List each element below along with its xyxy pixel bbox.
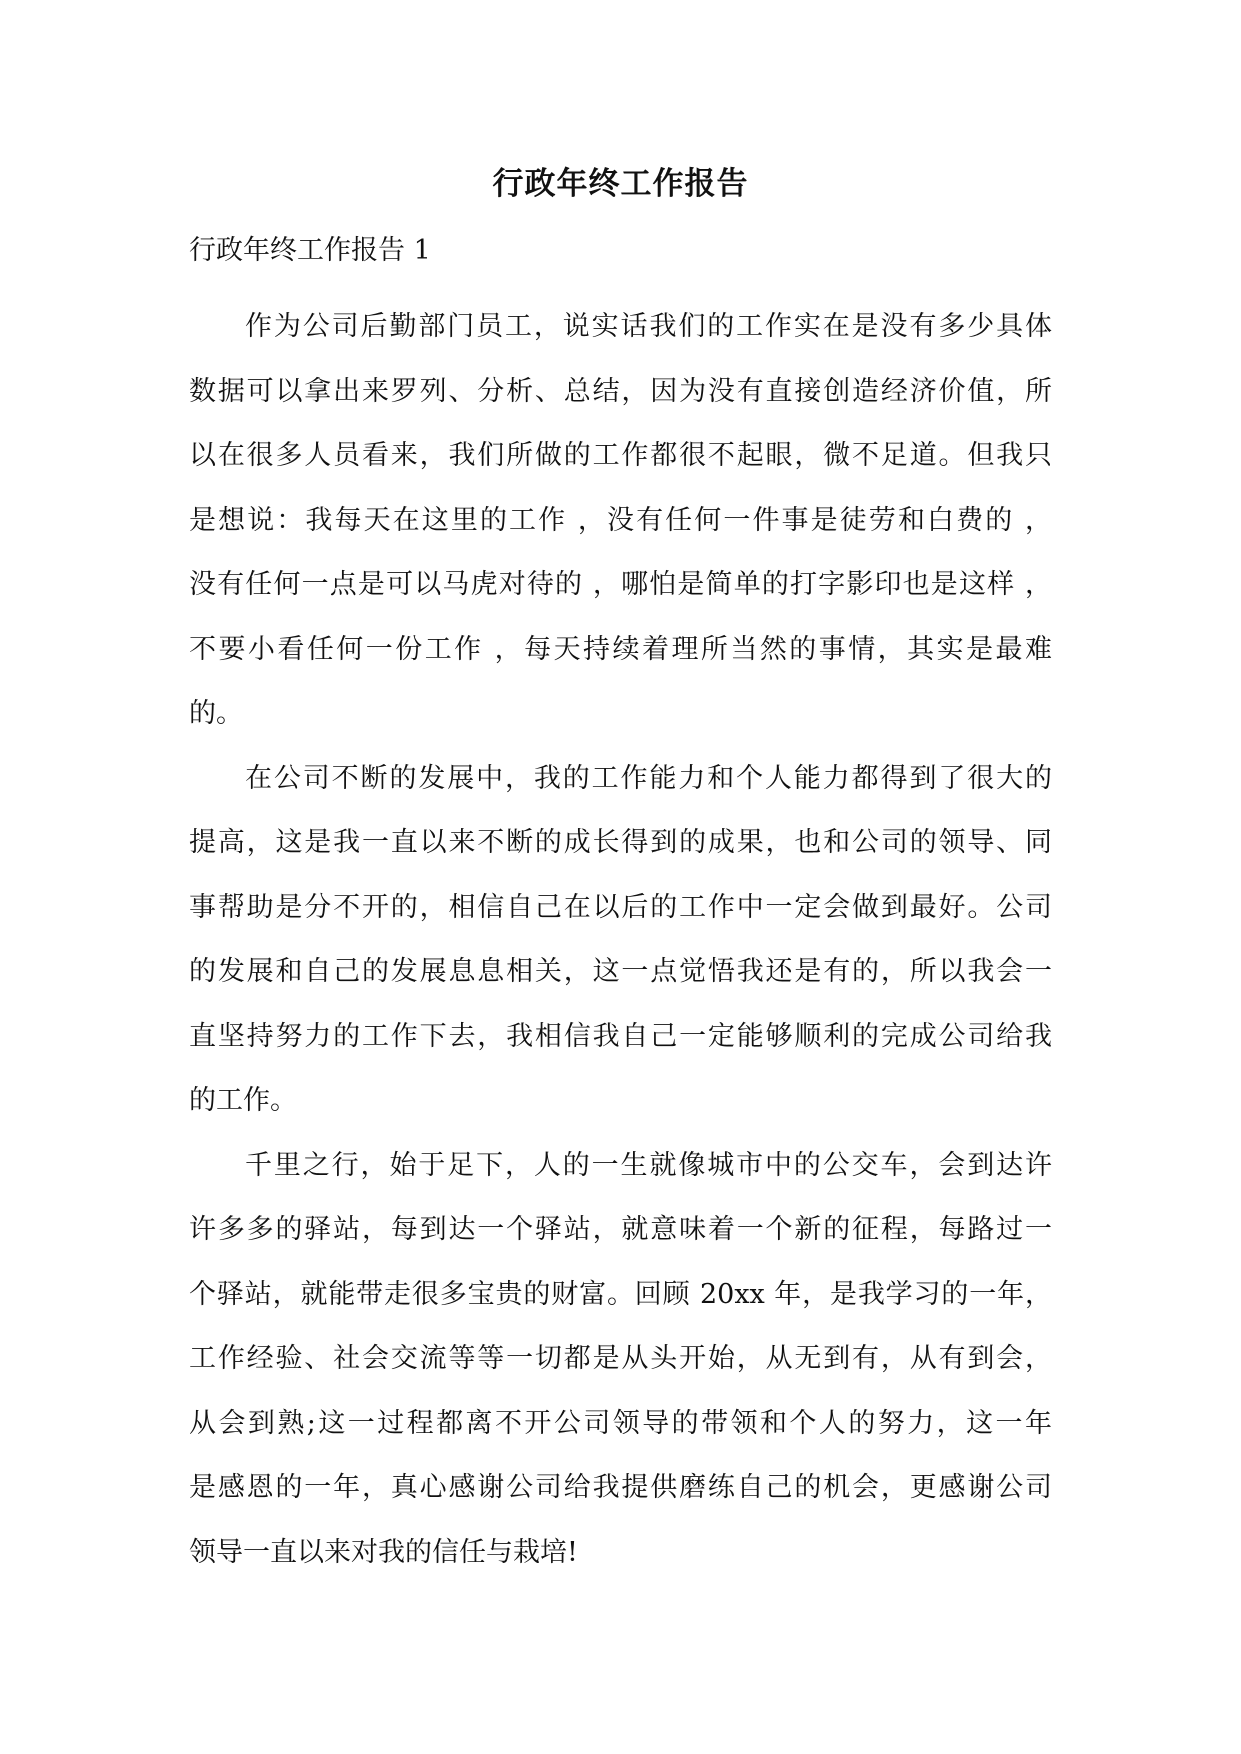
paragraph-line: 事帮助是分不开的，相信自己在以后的工作中一定会做到最好。公司	[189, 891, 1052, 923]
paragraph-3	[189, 1134, 1052, 1586]
paragraph-line: 数据可以拿出来罗列、分析、总结，因为没有直接创造经济价值，所	[189, 375, 1052, 407]
section-heading: 行政年终工作报告 1	[189, 235, 431, 266]
paragraph-line: 的工作。	[189, 1085, 297, 1116]
paragraph-line: 是感恩的一年，真心感谢公司给我提供磨练自己的机会，更感谢公司	[189, 1472, 1052, 1503]
paragraph-2	[189, 747, 1052, 1134]
document-body	[189, 295, 1052, 1585]
paragraph-line: 千里之行，始于足下，人的一生就像城市中的公交车，会到达许	[245, 1149, 1052, 1181]
paragraph-line: 许多多的驿站，每到达一个驿站，就意味着一个新的征程，每路过一	[189, 1214, 1052, 1245]
paragraph-line: 的发展和自己的发展息息相关，这一点觉悟我还是有的，所以我会一	[189, 956, 1052, 987]
paragraph-line: 是想说：我每天在这里的工作 ，没有任何一件事是徒劳和白费的 ，	[189, 504, 1052, 536]
paragraph-line: 在公司不断的发展中，我的工作能力和个人能力都得到了很大的	[245, 762, 1052, 794]
paragraph-line: 领导一直以来对我的信任与栽培!	[189, 1536, 578, 1568]
paragraph-line: 个驿站，就能带走很多宝贵的财富。回顾 20xx 年，是我学习的一年，	[189, 1278, 1052, 1310]
paragraph-line: 没有任何一点是可以马虎对待的 ，哪怕是简单的打字影印也是这样 ，	[189, 569, 1052, 600]
paragraph-line: 作为公司后勤部门员工，说实话我们的工作实在是没有多少具体	[245, 311, 1052, 342]
paragraph-line: 工作经验、社会交流等等一切都是从头开始，从无到有，从有到会，	[189, 1343, 1052, 1374]
paragraph-line: 以在很多人员看来，我们所做的工作都很不起眼，微不足道。但我只	[189, 440, 1052, 471]
paragraph-line: 不要小看任何一份工作 ，每天持续着理所当然的事情，其实是最难	[189, 633, 1052, 665]
paragraph-line: 提高，这是我一直以来不断的成长得到的成果，也和公司的领导、同	[189, 827, 1052, 858]
paragraph-line: 从会到熟;这一过程都离不开公司领导的带领和个人的努力，这一年	[189, 1407, 1052, 1439]
document-title: 行政年终工作报告	[492, 166, 749, 202]
paragraph-line: 直坚持努力的工作下去，我相信我自己一定能够顺利的完成公司给我	[189, 1020, 1052, 1052]
paragraph-1	[189, 295, 1052, 747]
paragraph-line: 的。	[189, 698, 243, 729]
